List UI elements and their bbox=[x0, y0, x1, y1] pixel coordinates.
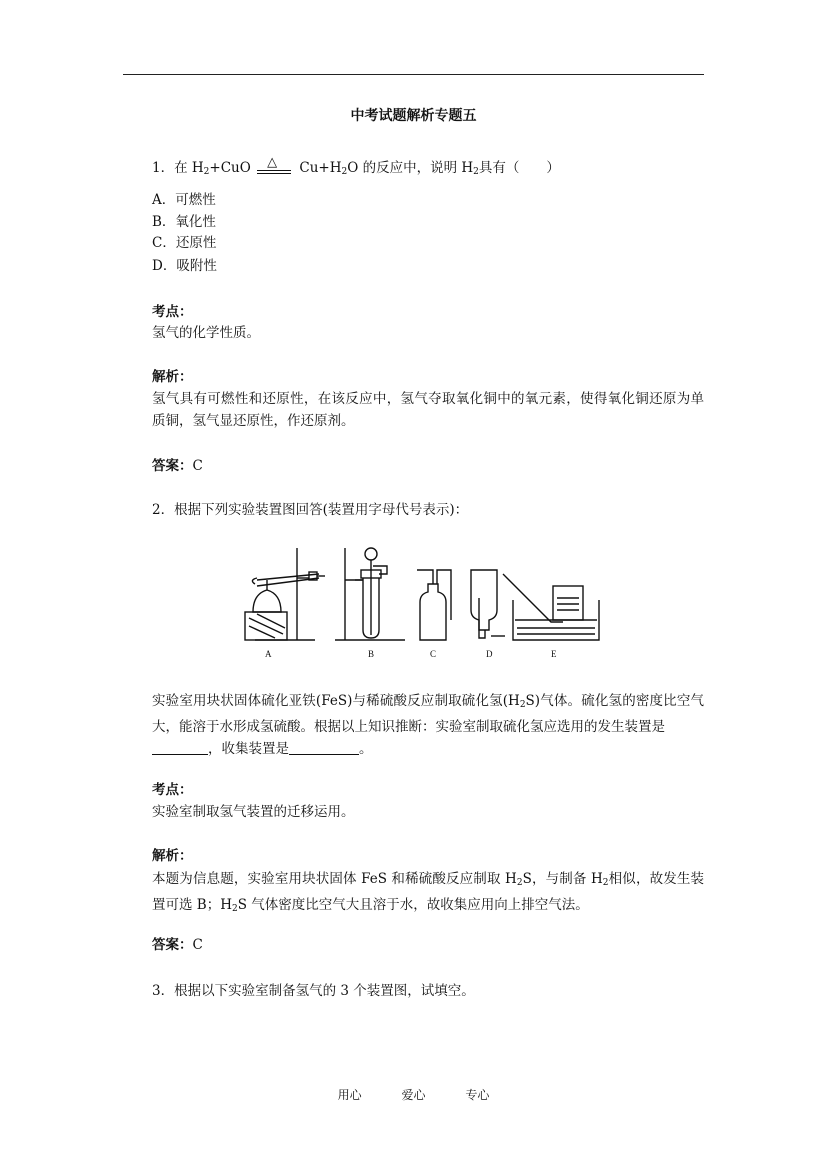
footer-item: 爱心 bbox=[401, 1088, 426, 1102]
q2-sub: 2 bbox=[602, 878, 609, 888]
q2-sub: 2 bbox=[516, 878, 523, 888]
q1-prefix: 1．在 H bbox=[152, 160, 204, 176]
q2-jiexi bbox=[152, 868, 704, 920]
heat-symbol: △ bbox=[267, 154, 278, 170]
q1-stem bbox=[152, 154, 560, 182]
q2-jiexi-b: S，与制备 H bbox=[522, 871, 603, 887]
q2-text-a: 实验室用块状固体硫化亚铁(FeS)与稀硫酸反应制取硫化氢(H bbox=[152, 693, 520, 709]
q1-jiexi-label: 解析： bbox=[152, 369, 193, 385]
q2-kaodian: 实验室制取氢气装置的迁移运用。 bbox=[152, 804, 355, 820]
q1-reactant: +CuO bbox=[209, 160, 251, 176]
option-b: B．氧化性 bbox=[152, 214, 216, 230]
q2-jiexi-d: S 气体密度比空气大且溶于水，故收集应用向上排空气法。 bbox=[237, 897, 589, 913]
label-b: B bbox=[368, 649, 375, 659]
q2-answer bbox=[152, 935, 203, 955]
apparatus-e bbox=[503, 574, 599, 640]
header-rule bbox=[123, 74, 704, 75]
q1-product-tail: O 的反应中，说明 H bbox=[347, 160, 474, 176]
q1-kaodian: 氢气的化学性质。 bbox=[152, 325, 260, 341]
footer-item: 用心 bbox=[337, 1088, 362, 1102]
q1-sub: 2 bbox=[341, 167, 348, 177]
option-a: A．可燃性 bbox=[152, 192, 216, 208]
q1-kaodian-label: 考点： bbox=[152, 304, 193, 320]
q2-sub: 2 bbox=[519, 700, 526, 710]
q2-text-c: ，收集装置是 bbox=[208, 741, 289, 757]
q1-sub: 2 bbox=[473, 167, 479, 177]
q2-jiexi-a: 本题为信息题，实验室用块状固体 FeS 和稀硫酸反应制取 H bbox=[152, 871, 517, 887]
reaction-condition bbox=[255, 154, 295, 177]
q1-jiexi: 氢气具有可燃性和还原性，在该反应中，氢气夺取氧化铜中的氧元素，使得氧化铜还原为单质铜，氢气显还原性，作还原剂。 bbox=[152, 391, 704, 429]
page-title: 中考试题解析专题五 bbox=[350, 108, 477, 124]
q2-jiexi-c: 相似，故发生装置可选 B；H bbox=[152, 871, 705, 913]
label-e: E bbox=[551, 649, 557, 659]
q2-text-d: 。 bbox=[359, 741, 373, 757]
q2-kaodian-label: 考点： bbox=[152, 782, 193, 798]
label-a: A bbox=[265, 649, 272, 659]
q2-answer-value: C bbox=[192, 937, 203, 953]
q2-answer-label: 答案： bbox=[152, 937, 193, 953]
q2-jiexi-label: 解析： bbox=[152, 848, 193, 864]
q2-sub: 2 bbox=[232, 904, 238, 914]
q1-suffix: 具有（ ） bbox=[478, 160, 560, 176]
apparatus-b bbox=[335, 548, 405, 640]
q1-product: Cu+H bbox=[299, 160, 342, 176]
q1-sub: 2 bbox=[203, 167, 210, 177]
apparatus-c bbox=[417, 570, 451, 640]
apparatus-d bbox=[471, 570, 505, 638]
label-c: C bbox=[430, 649, 437, 659]
q1-answer bbox=[152, 456, 203, 476]
footer bbox=[0, 1086, 827, 1103]
footer-item: 专心 bbox=[465, 1088, 490, 1102]
blank-generator[interactable] bbox=[152, 740, 208, 755]
q3-stem: 3．根据以下实验室制备氢气的 3 个装置图，试填空。 bbox=[152, 983, 475, 999]
apparatus-a bbox=[245, 548, 325, 640]
apparatus-figure bbox=[235, 540, 605, 665]
q2-stem: 2．根据下列实验装置图回答(装置用字母代号表示)： bbox=[152, 502, 469, 518]
option-c: C．还原性 bbox=[152, 235, 217, 251]
option-d: D．吸附性 bbox=[152, 258, 217, 274]
q2-text bbox=[152, 690, 704, 760]
q2-text-b: S)气体。硫化氢的密度比空气大，能溶于水形成氢硫酸。根据以上知识推断：实验室制取硫化氢应选用的发生装置是 bbox=[152, 693, 704, 735]
q1-answer-value: C bbox=[192, 458, 203, 474]
q1-answer-label: 答案： bbox=[152, 458, 193, 474]
blank-collector[interactable] bbox=[289, 740, 359, 755]
label-d: D bbox=[486, 649, 493, 659]
